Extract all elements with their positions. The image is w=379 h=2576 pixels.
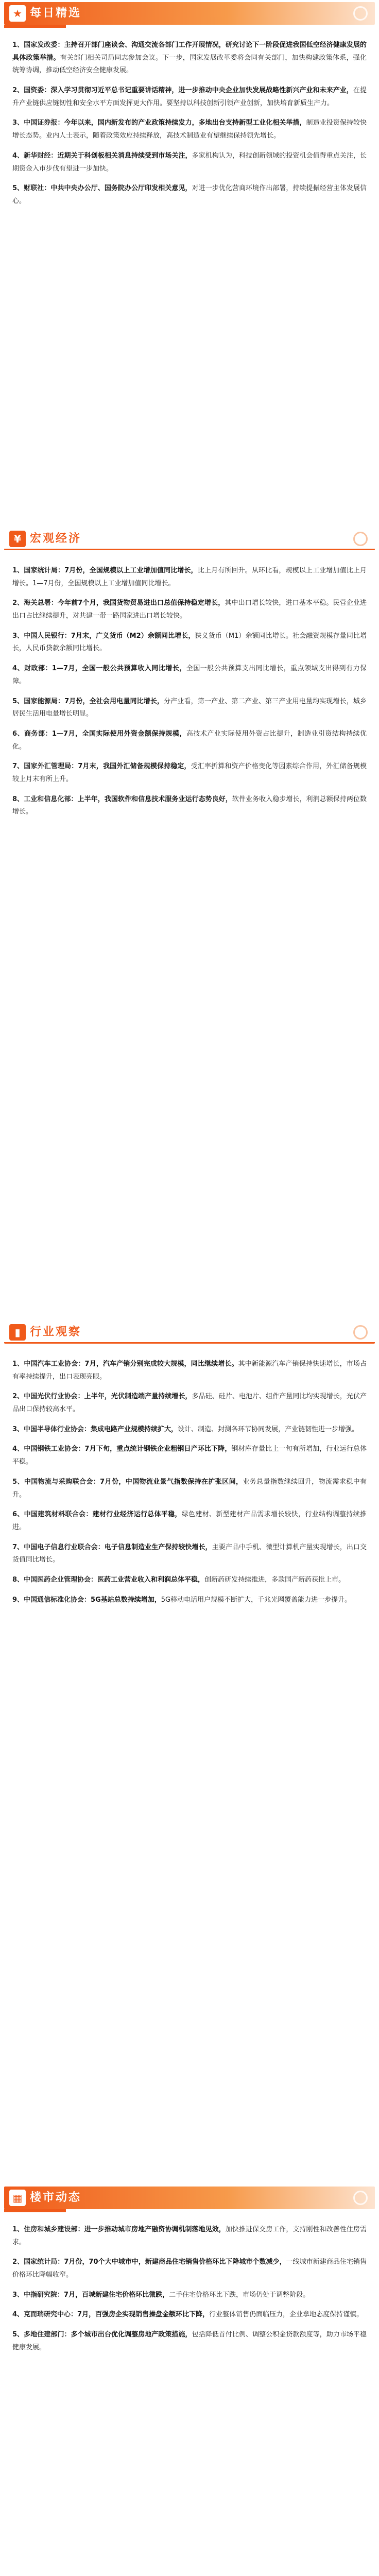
news-source: 3、中国证券报： [12,119,64,127]
news-item [0,182,379,208]
news-item [0,630,379,655]
section-header [0,2,379,34]
news-highlight: 深入学习贯彻习近平总书记重要讲话精神，进一步推动中央企业加快发展战略性新兴产业和未来产业， [50,87,353,95]
news-highlight: 近期关于科创板相关消息持续受到市场关注， [57,151,192,160]
news-source: 5、多地住建部门： [12,2331,71,2339]
section-title: 楼市动态 [30,2191,82,2204]
news-source: 2、国家统计局： [12,2258,64,2266]
news-highlight: 7月份，70个大中城市中，新建商品住宅销售价格环比下降城市个数减少， [64,2258,286,2266]
news-highlight: 主持召开部门座谈会、沟通交流各部门工作开展情况，研究讨论下一阶段促进我国低空经济健康发展的具体政策举措。 [12,41,367,62]
section-header [0,528,379,560]
news-body: 多家机构认为，科技创新领域的投资机会值得重点关注，长期资金入市步伐有望进一步加快。 [12,151,367,173]
news-item [0,2224,379,2249]
news-item [0,1509,379,1534]
news-source: 8、工业和信息化部： [12,795,78,803]
news-highlight: 7月，汽车产销分别完成较大规模，同比继续增长。 [84,1360,238,1368]
news-item [0,663,379,688]
news-source: 4、克而瑞研究中心： [12,2311,78,2319]
news-source: 4、财政部： [12,665,52,673]
section-items [0,39,379,208]
chart-icon: ▮ [9,1324,26,1341]
news-source: 4、中国钢铁工业协会： [12,1445,85,1453]
news-highlight: 1—7月，全国实际使用外资金额保持规模， [51,730,186,738]
building-icon: ▦ [9,2190,26,2206]
news-body: 其中出口增长较快，进口基本平稳。民营企业进出口占比继续提升，对共建一带一路国家进出口增长较快。 [12,599,367,620]
section-macro-economy [0,526,379,1319]
circle-decoration-icon [353,2191,368,2205]
news-source: 1、国家统计局： [12,567,65,574]
news-source: 9、中国通信标准化协会： [12,1596,91,1604]
news-highlight: 7月末，我国外汇储备规模保持稳定， [78,762,191,771]
news-body: 绿色建材、新型建材产品需求增长较快，行业结构调整持续推进。 [12,1511,367,1531]
news-body: 设计、制造、封测各环节协同发展，产业链韧性进一步增强。 [178,1425,359,1433]
news-body: 多晶硅、硅片、电池片、组件产量同比均实现增长，光伏产品出口保持较高水平。 [12,1393,367,1414]
circle-decoration-icon [353,6,368,21]
news-item [0,793,379,819]
news-item [0,565,379,590]
news-item [0,2329,379,2354]
news-source: 2、中国光伏行业协会： [12,1393,84,1401]
news-highlight: 7月份，全社会用电量同比增长， [64,697,164,705]
news-item [0,2309,379,2321]
news-highlight: 7月份，全国规模以上工业增加值同比增长， [64,567,198,574]
news-body: 高技术产业实际使用外资占比提升，制造业引资结构持续优化。 [12,730,367,751]
section-header [0,1321,379,1353]
news-body: 狭义货币（M1）余额同比增长。社会融资规模存量同比增长，人民币贷款余额同比增长。 [12,632,367,653]
news-body: 加快推进保交房工作，支持刚性和改善性住房需求。 [12,2226,367,2246]
news-source: 5、财联社： [12,184,51,193]
news-source: 2、海关总署： [12,599,58,607]
news-item [0,2289,379,2302]
news-source: 6、中国建筑材料联合会： [12,1511,93,1519]
news-source: 1、住房和城乡建设部： [12,2226,84,2233]
section-header [0,2187,379,2218]
news-item [0,1443,379,1468]
news-body: 软件业务收入稳步增长，利润总额保持两位数增长。 [12,795,367,816]
section-title: 行业观察 [30,1326,82,1338]
news-item [0,1541,379,1567]
news-source: 6、商务部： [12,730,52,738]
news-body: 5G移动电话用户规模不断扩大，千兆光网覆盖能力进一步提升。 [161,1596,352,1604]
news-highlight: 中共中央办公厅、国务院办公厅印发相关意见， [50,184,192,193]
news-highlight: 多个城市出台优化调整房地产政策措施， [71,2331,192,2339]
news-body: 包括降低首付比例、调整公积金贷款额度等，助力市场平稳健康发展。 [12,2331,367,2351]
yen-icon: ¥ [9,531,26,547]
news-highlight: 7月下旬，重点统计钢铁企业粗钢日产环比下降， [84,1445,232,1453]
news-body: 在提升产业链供应链韧性和安全水平方面发挥更大作用。要坚持以科技创新引领产业创新，加快培育新质生产力。 [12,87,367,107]
news-item [0,760,379,786]
news-body: 比上月有所回升。从环比看，规模以上工业增加值比上月增长。1—7月份，全国规模以上工业增加值同比增长。 [12,567,367,587]
news-item [0,84,379,110]
news-highlight: 7月末，广义货币（M2）余额同比增长， [71,632,195,640]
news-item [0,1358,379,1383]
news-item [0,1423,379,1436]
news-source: 5、国家能源局： [12,697,65,705]
news-highlight: 医药工业营业收入和利润总体平稳， [97,1575,205,1584]
news-highlight: 建材行业经济运行总体平稳， [92,1511,182,1519]
news-highlight: 进一步推动城市房地产融资协调机制落地见效， [84,2226,226,2233]
news-item [0,1476,379,1501]
news-source: 5、中国物流与采购联合会： [12,1478,100,1486]
news-body: 钢材库存量比上一旬有所增加，行业运行总体平稳。 [12,1445,367,1466]
news-source: 1、国家发改委： [12,41,64,49]
coin-decoration-icon [353,532,368,546]
section-items [0,2224,379,2354]
section-title: 宏观经济 [30,532,82,545]
news-highlight: 7月，百城新建住宅价格环比微跌， [64,2291,169,2299]
news-highlight: 5G基站总数持续增加， [91,1596,161,1604]
news-body: 业务总量指数继续回升，物流需求稳中有升。 [12,1478,367,1499]
news-body: 其中新能源汽车产销保持快速增长，市场占有率持续提升，出口表现亮眼。 [12,1360,367,1381]
news-item [0,1594,379,1607]
section-items [0,1358,379,1606]
news-item [0,597,379,622]
news-highlight: 上半年，光伏制造端产量持续增长， [84,1393,192,1401]
news-highlight: 7月，百强房企实现销售操盘金额环比下降， [77,2311,210,2319]
news-body: 有关部门相关司局同志参加会议。下一步，国家发展改革委将会同有关部门，加快构建政策体系，强化统筹协调，推动低空经济安全健康发展。 [12,54,367,75]
news-item [0,696,379,721]
news-body: 主要产品中手机、微型计算机产量实现增长，出口交货值同比增长。 [12,1543,367,1564]
news-item [0,117,379,142]
news-highlight: 集成电路产业规模持续扩大， [91,1425,178,1433]
section-daily-picks [0,0,379,526]
news-item [0,2256,379,2281]
news-body: 一线城市新建商品住宅销售价格环比降幅收窄。 [12,2258,367,2279]
news-source: 8、中国医药企业管理协会： [12,1575,98,1584]
news-highlight: 今年以来，国内新发布的产业政策持续发力，多地出台支持新型工业化相关举措， [64,119,306,127]
news-body: 行业整体销售仍面临压力，企业拿地态度保持谨慎。 [209,2311,364,2319]
news-highlight: 今年前7个月，我国货物贸易进出口总值保持稳定增长， [57,599,225,607]
news-source: 3、中国半导体行业协会： [12,1425,91,1433]
news-source: 3、中国人民银行： [12,632,71,640]
trend-decoration-icon [353,1325,368,1340]
section-property-market [0,2184,379,2576]
news-source: 4、新华财经： [12,151,58,160]
news-item [0,150,379,175]
news-body: 分产业看，第一产业、第二产业、第三产业用电量均实现增长，城乡居民生活用电量增长明显。 [12,697,367,718]
news-item [0,39,379,77]
news-body: 对进一步优化营商环境作出部署，持续提振经营主体发展信心。 [12,184,367,205]
news-body: 受汇率折算和资产价格变化等因素综合作用，外汇储备规模较上月末有所上升。 [12,762,367,783]
news-item [0,728,379,753]
news-item [0,1391,379,1416]
news-body: 二手住宅价格环比下跌，市场仍处于调整阶段。 [169,2291,310,2299]
section-title: 每日精选 [30,7,82,20]
news-highlight: 1—7月，全国一般公共预算收入同比增长， [51,665,186,673]
news-highlight: 7月份，中国物流业景气指数保持在扩张区间， [100,1478,243,1486]
section-items [0,565,379,819]
news-source: 3、中指研究院： [12,2291,64,2299]
news-body: 全国一般公共预算支出同比增长，重点领域支出得到有力保障。 [12,665,367,685]
news-source: 1、中国汽车工业协会： [12,1360,85,1368]
news-source: 2、国资委： [12,87,51,95]
news-highlight: 电子信息制造业生产保持较快增长， [104,1543,212,1551]
news-highlight: 上半年，我国软件和信息技术服务业运行态势良好， [77,795,232,803]
news-body: 制造业投资保持较快增长态势。业内人士表示，随着政策效应持续释放，高技术制造业有望继续保持领先增长。 [12,119,367,140]
news-source: 7、国家外汇管理局： [12,762,78,771]
section-industry-watch [0,1319,379,2184]
news-source: 7、中国电子信息行业联合会： [12,1543,105,1551]
news-body: 创新药研发持续推进，多款国产新药获批上市。 [204,1575,346,1584]
news-item [0,1574,379,1587]
star-icon: ★ [9,5,26,22]
